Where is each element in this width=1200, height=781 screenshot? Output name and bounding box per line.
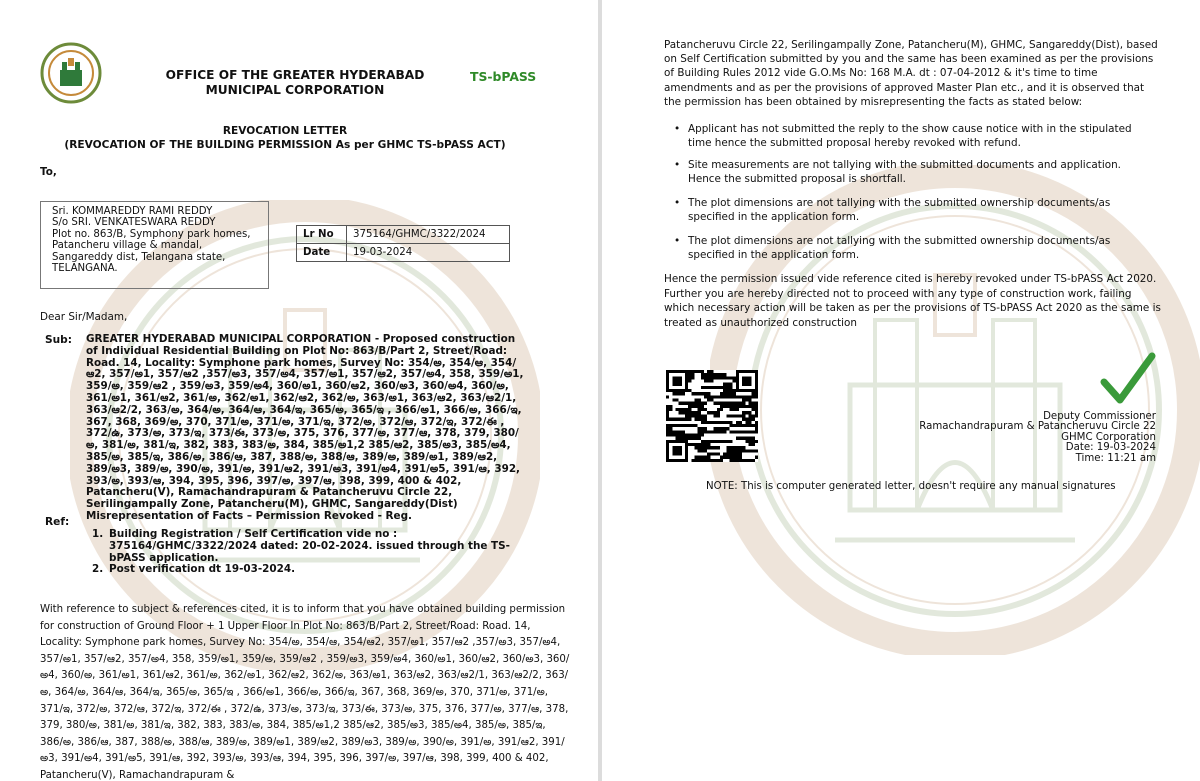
computer-generated-note: NOTE: This is computer generated letter, doesn't require any manual signatures (706, 481, 1116, 492)
bullet-icon: • (674, 123, 681, 135)
reference-item (92, 529, 512, 564)
lr-no-label: Lr No (297, 226, 347, 244)
subject-label: Sub: (45, 334, 72, 346)
lr-date-value: 19-03-2024 (347, 244, 510, 262)
conclusion-paragraph: Hence the permission issued vide reference cited is hereby revoked under TS-bPASS Act 2020. Further you are hereby directed not to proceed with any type of construction work, failing which necessary action will be taken as per the provisions of TS-bPASS Act 2020 as the same is treated as unauthorized construction (664, 273, 1161, 329)
signature-date: Date: 19-03-2024 (1065, 442, 1156, 454)
address-line: Sri. KOMMAREDDY RAMI REDDY (52, 206, 213, 217)
bullet-item (674, 158, 1149, 186)
ref-label: Ref: (45, 516, 70, 528)
signatory-org: GHMC Corporation (1061, 431, 1156, 443)
bullet-text: The plot dimensions are not tallying with the submitted ownership documents/as specified in the application form. (688, 197, 1111, 223)
continuation-paragraph: Patancheruvu Circle 22, Serilingampally Zone, Patancheru(M), GHMC, Sangareddy(Dist), based on Self Certification submitted by you and the same has been examined as per the provisions of Building Rules 2012 vide G.O.Ms No: 168 M.A. dt : 07-04-2012 & it's time to time amendments and as per the provisions of approved Master Plan etc., and it is observed that the permission has been obtained by misrepresenting the facts as stated below: (664, 39, 1158, 108)
signature-time: Time: 11:21 am (1075, 452, 1156, 464)
lr-no-value: 375164/GHMC/3322/2024 (347, 226, 510, 244)
to-label: To, (40, 166, 57, 178)
address-line: Patancheru village & mandal, (52, 240, 203, 252)
revocation-title: REVOCATION LETTER (222, 125, 348, 137)
reference-number: 1. (92, 528, 104, 540)
address-line: TELANGANA. (52, 263, 118, 275)
reference-text: Building Registration / Self Certification vide no : 375164/GHMC/3322/2024 dated: 20-02-2024. issued through the TS-bPASS application. (109, 528, 510, 564)
letter-page-1 (0, 0, 598, 781)
bullet-item (674, 234, 1149, 262)
letter-page-2 (602, 0, 1200, 781)
salutation: Dear Sir/Madam, (40, 311, 128, 323)
letter-ref-table (296, 225, 510, 262)
ts-bpass-badge: TS-bPASS (470, 69, 537, 84)
reference-number: 2. (92, 563, 104, 576)
lr-date-label: Date (297, 244, 347, 262)
qr-code-icon (666, 370, 758, 462)
bullet-icon: • (674, 197, 681, 209)
address-line: S/o SRI. VENKATESWARA REDDY (52, 217, 216, 229)
revocation-heading (40, 124, 530, 152)
body-paragraph: With reference to subject & references cited, it is to inform that you have obtained building permission for construction of Ground Floor + 1 Upper Floor In Plot No: 863/B/Part 2, Street/Road: Road. 14, Locality: Symphone park homes, Survey No: 354/అ, 354/ఆ, 354/ఆ2, 357/అ1, 357/ఆ2 ,357/అ3, 357/అ4, 357/అ1, 357/ఆ2, 357/అ4, 358, 359/అ1, 359/అ, 359/ఆ2 , 359/అ3, 359/అ4, 360/అ1, 360/ఆ2, 360/అ3, 360/అ4, 360/అ, 361/అ1, 361/ఆ2, 361/అ, 362/అ1, 362/ఆ2, 362/అ, 363/అ1, 363/ఆ2, 363/ఆ2/1, 363/ఆ2/2, 363/అ, 364/అ, 364/ఆ, 364/ఇ, 365/అ, 365/ఇ , 366/అ1, 366/అ, 366/ఇ, 367, 368, 369/అ, 370, 371/అ, 371/అ, 371/ఇ, 372/అ, 372/ఆ, 372/ఇ, 372/ఈ , 372/ఉ, 373/అ, 373/ఇ, 373/ఈ, 373/అ, 375, 376, 377/అ, 377/ఆ, 378, 379, 380/అ, 381/అ, 381/ఇ, 382, 383, 383/అ, 384, 385/అ1,2 385/ఆ2, 385/అ3, 385/అ4, 385/అ, 385/ఇ, 386/అ, 386/ఆ, 387, 388/అ, 388/ఆ, 389/అ, 389/అ1, 389/ఆ2, 389/అ3, 389/అ, 390/అ, 391/అ, 391/ఆ2, 391/అ3, 391/అ4, 391/అ5, 391/ఆ, 392, 393/అ, 393/ఆ, 394, 395, 396, 397/అ, 397/ఆ, 398, 399, 400 & 402, Patancheru(V), Ramachandrapuram & (40, 604, 570, 781)
reference-list (92, 529, 512, 576)
bullet-text: Site measurements are not tallying with the submitted documents and application. Hence the submitted proposal is shortfall. (688, 159, 1121, 185)
address-box (40, 201, 269, 289)
bullet-icon: • (674, 235, 681, 247)
bullet-text: Applicant has not submitted the reply to the show cause notice with in the stipulated time hence the submitted proposal hereby revoked with refund. (688, 123, 1132, 149)
address-line: Plot no. 863/B, Symphony park homes, (52, 228, 251, 240)
signatory-circle: Ramachandrapuram & Patancheruvu Circle 22 (919, 421, 1156, 433)
signatory-designation: Deputy Commissioner (1043, 411, 1156, 422)
bullet-icon: • (674, 159, 681, 171)
reference-item (92, 564, 512, 576)
telangana-logo (40, 42, 102, 104)
signature-block (876, 412, 1156, 464)
subject-text: GREATER HYDERABAD MUNICIPAL CORPORATION - Proposed construction of Individual Residential Building on Plot No: 863/B/Part 2, Street/Road: Road. 14, Locality: Symphone park homes, Survey No: 354/అ, 354/ఆ, 354/ఆ2, 357/అ1, 357/ఆ2 ,357/అ3, 357/అ4, 357/అ1, 357/ఆ2, 357/అ4, 358, 359/అ1, 359/అ, 359/ఆ2 , 359/అ3, 359/అ4, 360/అ1, 360/ఆ2, 360/అ3, 360/అ4, 360/అ, 361/అ1, 361/ఆ2, 361/అ, 362/అ1, 362/ఆ2, 362/అ, 363/అ1, 363/ఆ2, 363/ఆ2/1, 363/ఆ2/2, 363/అ, 364/అ, 364/ఆ, 364/ఇ, 365/అ, 365/ఇ , 366/అ1, 366/అ, 366/ఇ, 367, 368, 369/అ, 370, 371/అ, 371/అ, 371/ఇ, 372/అ, 372/ఆ, 372/ఇ, 372/ఈ , 372/ఉ, 373/అ, 373/ఇ, 373/ఈ, 373/అ, 375, 376, 377/అ, 377/ఆ, 378, 379, 380/అ, 381/అ, 381/ఇ, 382, 383, 383/అ, 384, 385/అ1,2 385/ఆ2, 385/అ3, 385/అ4, 385/అ, 385/ఇ, 386/అ, 386/ఆ, 387, 388/అ, 388/ఆ, 389/అ, 389/అ1, 389/ఆ2, 389/అ3, 389/అ, 390/అ, 391/అ, 391/ఆ2, 391/అ3, 391/అ4, 391/అ5, 391/ఆ, 392, 393/అ, 393/ఆ, 394, 395, 396, 397/అ, 397/ఆ, 398, 399, 400 & 402, Patancheru(V), Ramachandrapuram & Patancheruvu Circle 22, Serilingampally Zone, Patancheru(M), GHMC, Sangareddy(Dist) Misrepresentation of Facts – Permission Revoked - Reg. (86, 333, 524, 522)
bullet-item (674, 196, 1149, 224)
reference-text: Post verification dt 19-03-2024. (109, 563, 296, 576)
verified-check-icon (1100, 352, 1156, 406)
office-title: OFFICE OF THE GREATER HYDERABAD MUNICIPAL CORPORATION (165, 68, 425, 97)
address-line: Sangareddy dist, Telangana state, (52, 251, 226, 263)
revocation-subtitle: (REVOCATION OF THE BUILDING PERMISSION As per GHMC TS-bPASS ACT) (64, 139, 506, 151)
bullet-item (674, 122, 1149, 150)
bullet-text: The plot dimensions are not tallying with the submitted ownership documents/as specified in the application form. (688, 235, 1111, 261)
